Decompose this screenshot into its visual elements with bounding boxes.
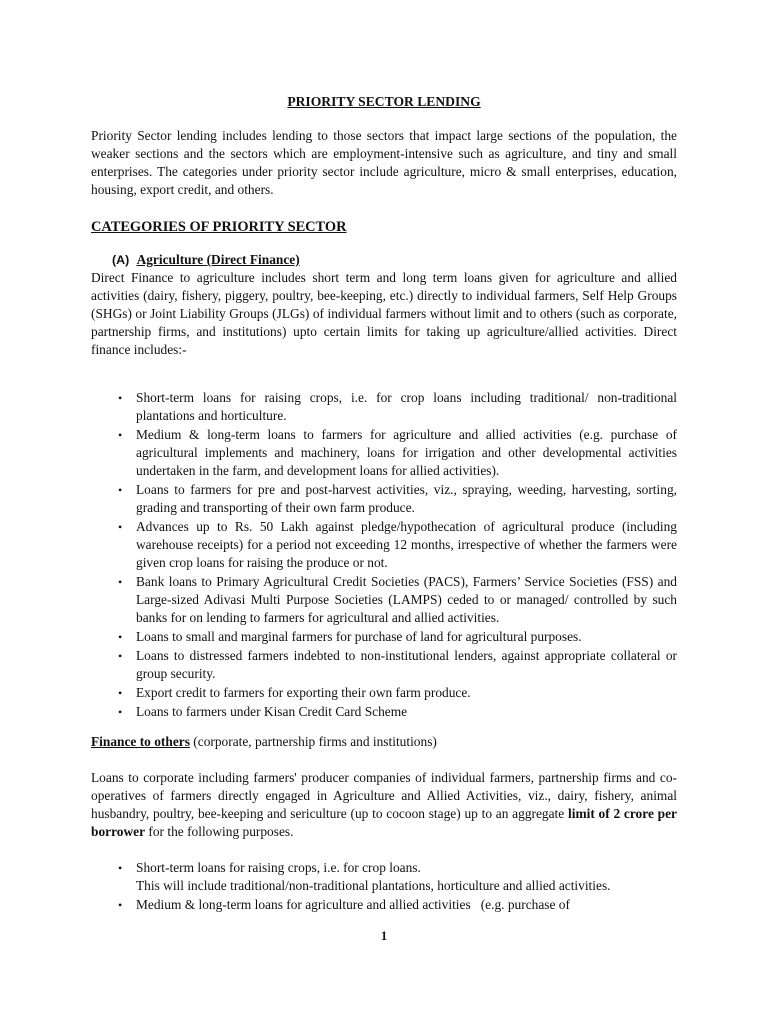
- page-content: [91, 93, 677, 915]
- bullet-icon: •: [118, 705, 123, 719]
- bullet-icon: •: [118, 520, 123, 534]
- finance-others-body: Loans to corporate including farmers' producer companies of individual farmers, partnership firms and co-operatives of farmers directly engaged in Agriculture and Allied Activities, viz., dairy, fishery, animal husbandry, poultry, bee-keeping and sericulture (up to cocoon stage) up to an aggregate: [91, 770, 677, 821]
- list-item-text-continued: This will include traditional/non-traditional plantations, horticulture and allied activities.: [136, 878, 611, 893]
- list-item-text: Loans to distressed farmers indebted to non-institutional lenders, against appropriate collateral or group security.: [136, 648, 677, 681]
- list-item-text: Loans to small and marginal farmers for purchase of land for agricultural purposes.: [136, 629, 582, 644]
- section-a-heading: [112, 251, 677, 269]
- bullet-icon: •: [118, 630, 123, 644]
- list-item: [118, 518, 677, 572]
- categories-heading: CATEGORIES OF PRIORITY SECTOR: [91, 219, 347, 235]
- list-item: [118, 703, 677, 721]
- bullet-icon: •: [118, 649, 123, 663]
- section-a-title: Agriculture (Direct Finance): [136, 252, 300, 267]
- list-item-text: Medium & long-term loans for agriculture and allied activities (e.g. purchase of: [136, 897, 570, 912]
- bullet-icon: •: [118, 898, 123, 912]
- finance-others-subtitle: (corporate, partnership firms and institutions): [193, 734, 437, 749]
- bullet-icon: •: [118, 861, 123, 875]
- list-item: [118, 389, 677, 425]
- intro-paragraph: Priority Sector lending includes lending to those sectors that impact large sections of the population, the weaker sections and the sectors which are employment-intensive such as agriculture, and tiny and small enterprises. The categories under priority sector include agriculture, micro & small enterprises, education, housing, export credit, and others.: [91, 128, 677, 197]
- finance-others-paragraph: [91, 769, 677, 841]
- finance-others-body-end: for the following purposes.: [148, 824, 294, 839]
- list-item: [118, 481, 677, 517]
- list-item-text: Short-term loans for raising crops, i.e. for crop loans including traditional/ non-traditional plantations and horticulture.: [136, 390, 677, 423]
- page-number: 1: [380, 929, 388, 943]
- list-item: [118, 628, 677, 646]
- list-item-text: Export credit to farmers for exporting their own farm produce.: [136, 685, 471, 700]
- list-item: [118, 573, 677, 627]
- list-item: [118, 684, 677, 702]
- direct-finance-paragraph: Direct Finance to agriculture includes short term and long term loans given for agriculture and allied activities (dairy, fishery, piggery, poultry, bee-keeping, etc.) directly to individual farmers, Self Help Groups (SHGs) or Joint Liability Groups (JLGs) of individual farmers without limit and to others (such as corporate, partnership firms, and institutions) upto certain limits for taking up agriculture/allied activities. Direct finance includes:-: [91, 270, 677, 357]
- document-title: PRIORITY SECTOR LENDING: [287, 94, 481, 109]
- list-item-text: Bank loans to Primary Agricultural Credit Societies (PACS), Farmers’ Service Societies (FSS) and Large-sized Adivasi Multi Purpose Societies (LAMPS) ceded to or managed/ controlled by such banks for on lending to farmers for agricultural and allied activities.: [136, 574, 677, 625]
- list-item: [118, 426, 677, 480]
- list-item: [118, 896, 677, 914]
- list-item-text: Loans to farmers for pre and post-harvest activities, viz., spraying, weeding, harvesting, sorting, grading and transporting of their own farm produce.: [136, 482, 677, 515]
- bullet-icon: •: [118, 575, 123, 589]
- list-item: [118, 647, 677, 683]
- list-item-text: Short-term loans for raising crops, i.e. for crop loans.: [136, 860, 421, 875]
- bullet-icon: •: [118, 483, 123, 497]
- list-item-text: Loans to farmers under Kisan Credit Card Scheme: [136, 704, 408, 719]
- list-item-text: Advances up to Rs. 50 Lakh against pledge/hypothecation of agricultural produce (including warehouse receipts) for a period not exceeding 12 months, irrespective of whether the farmers were given crop loans for raising the produce or not.: [136, 519, 677, 570]
- finance-others-title: Finance to others: [91, 734, 190, 749]
- section-a-label: (A): [112, 253, 130, 267]
- direct-finance-list: [91, 389, 677, 721]
- list-item: [118, 859, 677, 895]
- bullet-icon: •: [118, 686, 123, 700]
- finance-others-list: [91, 859, 677, 914]
- finance-others-heading: [91, 733, 677, 751]
- bullet-icon: •: [118, 428, 123, 442]
- list-item-text: Medium & long-term loans to farmers for agriculture and allied activities (e.g. purchase of agricultural implements and machinery, loans for irrigation and other developmental activities undertaken in the farm, and development loans for allied activities).: [136, 427, 677, 478]
- borrower-limit-text: limit of 2 crore per borrower: [91, 806, 677, 839]
- bullet-icon: •: [118, 391, 123, 405]
